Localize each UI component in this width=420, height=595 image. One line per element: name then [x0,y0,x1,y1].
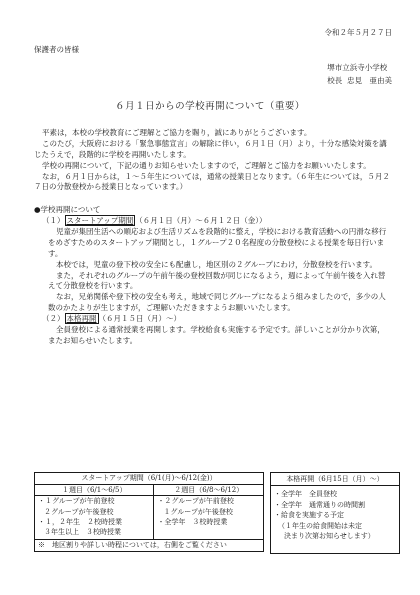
startup-table-footnote: ※ 地区割りや詳しい時程については，右側をご覧ください [35,540,264,552]
main-table-line: ・全学年 全員登校 [274,490,337,499]
main-paragraph: 全員登校による通常授業を再開します。学校給食も実施する予定です。詳しいことが分かり次第，またお知らせいたします。 [48,324,385,345]
spacer [34,193,392,205]
startup-number: （１） [42,216,65,226]
startup-table [34,472,264,552]
startup-paragraph: また，それぞれのグループの午前午後の登校回数が同じになるよう，週によって午前午後を入れ替えて分散登校を行います。 [48,270,386,291]
main-table-line: 決まり次第お知らせします） [284,532,375,541]
main-table-title: 本格再開（6月15日（月）～） [271,473,399,486]
document-body [34,128,392,347]
intro-paragraph: 平素は，本校の学校教育にご理解とご協力を賜り，誠にありがとうございます。 [42,128,312,137]
startup-label: スタートアップ期間 [66,216,134,226]
main-table-line: ・給食を実施する予定 [274,511,344,520]
school-name: 堺市立浜寺小学校 [327,63,388,72]
week1-line: ・１グループが午前登校 [38,497,115,506]
main-table-cell [271,486,399,545]
startup-heading [34,216,392,227]
principal-title: 校長 [327,76,343,86]
week2-line: ・全学年 ３校時授業 [157,517,228,526]
main-period: （６月１５日（月）～） [98,314,181,323]
intro-paragraph: なお，６月１日からは，１～５年生については，通常の授業日となります。（６年生については，５月２７日の分散登校から授業日となっています。） [34,171,390,192]
week2-line: １グループが午後登校 [163,507,233,516]
startup-table-title: スタートアップ期間（6/1(月)～6/12(金)） [35,473,264,485]
week1-line: ３年生以上 ３校時授業 [44,527,121,536]
startup-period: （６月１日（月）～６月１２日（金）） [135,216,267,226]
week1-line: ２グループが午後登校 [44,507,114,516]
principal-line [327,74,392,87]
week1-line: ・１，２年生 ２校時授業 [38,517,122,526]
main-table-line: ・全学年 通常通りの時間割 [274,500,365,509]
section-heading: ●学校再開について [34,205,101,215]
startup-paragraph: 本校では，児童の登下校の安全にも配慮し，地区別の２グループにわけ，分散登校を行います。 [56,259,377,269]
week1-cell [35,496,154,540]
document-title: ６月１日からの学校再開について（重要） [115,101,305,112]
week2-cell [154,496,264,540]
week1-header: １週目（6/1～6/5） [35,484,154,496]
week2-line: ・２グループが午前登校 [157,497,234,506]
issue-date: 令和２年５月２７日 [324,28,392,37]
week2-header: ２週目（6/8～6/12） [154,484,264,496]
startup-paragraph: 児童が集団生活への順応および生活リズムを段階的に整え，学校における教育活動への円滑な移行をめざすためのスタートアップ期間とし，１グループ２０名程度の分散登校による授業を毎日行います。 [48,227,387,258]
main-number: （２） [42,314,65,323]
intro-paragraph: 学校の再開について，下記の通りお知らせいたしますので，ご理解とご協力をお願いいたします。 [42,160,371,170]
main-heading [34,314,392,325]
principal-name: 忠見 亜由美 [347,76,392,86]
schedule-tables [34,472,398,557]
startup-paragraph: なお，兄弟関係や登下校の安全も考え，地域で同じグループになるよう組みましたので，多少の人数のかたよりが生じますが，ご理解いただきますようお願いいたします。 [48,292,386,313]
intro-paragraph: このたび，大阪府における「緊急事態宣言」の解除に伴い，６月１日（月）より，十分な感染対策を講じたうえで，段階的に学校を再開いたします。 [34,138,387,159]
main-table-line: （１年生の給食開始は未定 [278,521,362,530]
recipient: 保護者の皆様 [34,45,79,54]
main-label: 本格再開 [66,314,97,323]
sender-block [327,61,392,87]
main-table [270,472,400,554]
